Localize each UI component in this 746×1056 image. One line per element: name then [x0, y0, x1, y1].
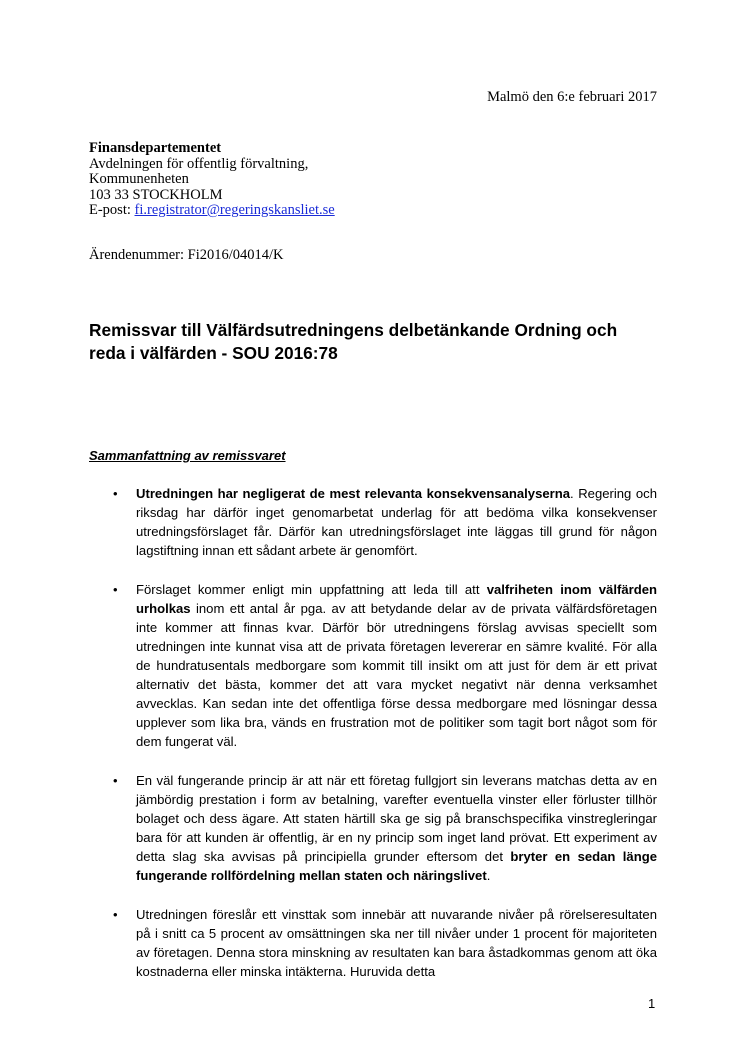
bullet-text: Utredningen föreslår ett vinsttak som innebär att nuvarande nivåer på rörelseresultaten på i snitt ca 5 procent av omsättningen ska ner till nivåer under 1 procent för majoriteten av företagen. Denna stora minskning av resultaten kan bara åstadkommas genom att öka kostnaderna eller minska intäkterna. Huruvida detta: [136, 907, 657, 979]
recipient-address-block: [89, 141, 335, 219]
bullet-text-post: inom ett antal år pga. av att betydande delar av de privata välfärdsföretagen inte kommer att finnas kvar. Därför bör utredningens förslag avvisas speciellt som utredningen inte kunnat visa att de privata företagen levererar en sämre kvalité. För alla de hundratusentals medborgare som kommit till insikt om att just för dem är ett privat alternativ det bästa, kommer det att vara mycket negativt när denna verksamhet avvecklas. Kan sedan inte det offentliga förse dessa medborgare med lösningar dessa upplever som lika bra, vänds en frustration mot de politiker som tagit bort något som för dem fungerat väl.: [136, 601, 657, 749]
page-number: 1: [648, 996, 656, 1011]
bullet-item: [89, 771, 657, 885]
bullet-item: [89, 484, 657, 560]
bullet-item: [89, 580, 657, 751]
bullet-dot-icon: •: [113, 773, 118, 788]
bullet-item: [89, 905, 657, 981]
bullet-bold-lead: Utredningen har negligerat de mest relevanta konsekvensanalyserna: [136, 486, 571, 501]
bullet-text-pre: Förslaget kommer enligt min uppfattning att leda till att: [136, 582, 487, 597]
bullet-dot-icon: •: [113, 486, 118, 501]
recipient-postal-address: 103 33 STOCKHOLM: [89, 186, 223, 203]
bullet-dot-icon: •: [113, 582, 118, 597]
case-number: Ärendenummer: Fi2016/04014/K: [89, 247, 284, 263]
recipient-name: Finansdepartementet: [89, 140, 222, 156]
email-link[interactable]: fi.registrator@regeringskansliet.se: [134, 202, 335, 218]
bullet-bold-phrase: valfriheten inom välfärden urholkas: [136, 582, 657, 616]
bullet-text: . Regering och riksdag har därför inget genomarbetat underlag för att bedöma vilka konsekvenser utredningsförslaget får. Därför kan utredningsförslaget inte läggas till grund för någon lagstiftning innan ett sådant arbete är genomfört.: [136, 486, 657, 558]
document-title: Remissvar till Välfärdsutredningens delbetänkande Ordning och reda i välfärden - SOU 2016:78: [89, 320, 618, 363]
bullet-bold-phrase: bryter en sedan länge fungerande rollfördelning mellan staten och näringslivet: [136, 849, 657, 883]
bullet-dot-icon: •: [113, 907, 118, 922]
summary-bullet-list: [89, 484, 657, 1001]
bullet-text-post: .: [486, 868, 491, 883]
recipient-department: Avdelningen för offentlig förvaltning,: [89, 155, 309, 172]
bullet-text-pre: En väl fungerande princip är att när ett företag fullgjort sin leverans matchas detta av en jämbördig prestation i form av betalning, varefter eventuella vinster eller förluster tillhör bolaget och dess ägare. Att staten härtill ska ge sig på branschspecifika vinstregleringar bara för att kunden är offentlig, är en ny princip som inget land prövat. Ett experiment av detta slag ska avvisas på principiella grunder eftersom det: [136, 773, 657, 864]
letter-date: Malmö den 6:e februari 2017: [487, 89, 657, 105]
recipient-unit: Kommunenheten: [89, 171, 189, 187]
recipient-email-line: [89, 203, 335, 219]
summary-heading: Sammanfattning av remissvaret: [89, 448, 286, 463]
email-label: E-post:: [89, 202, 131, 218]
